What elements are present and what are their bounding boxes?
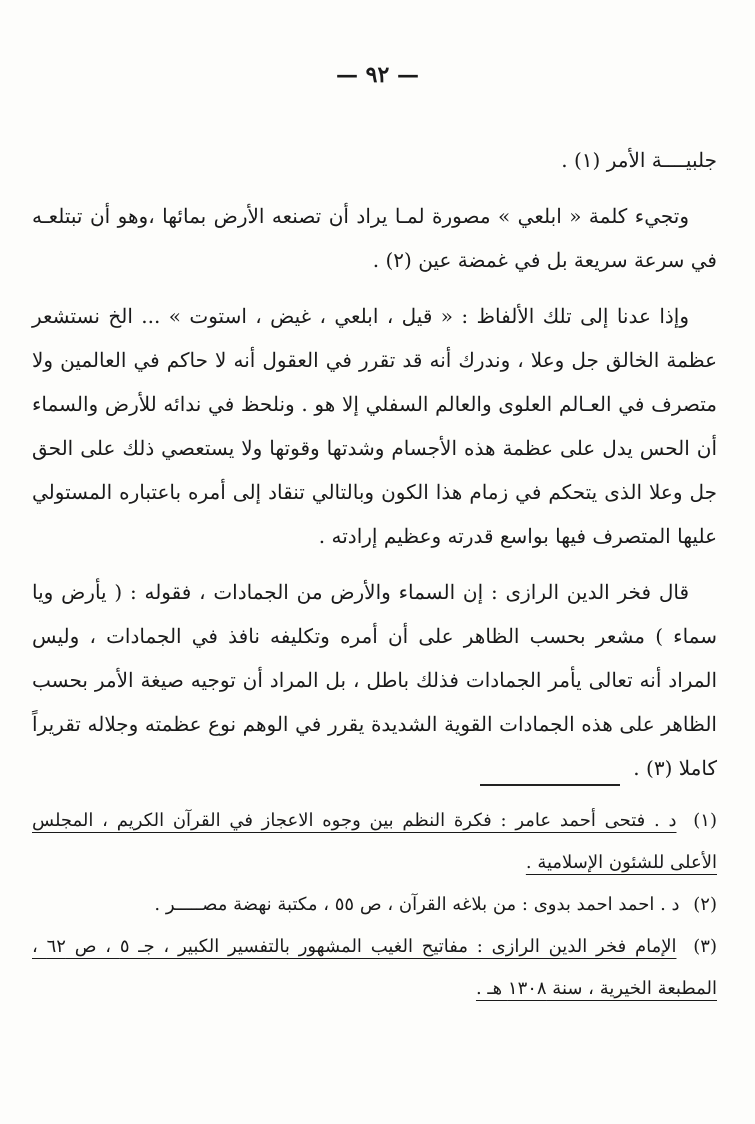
page-number: — ٩٢ — bbox=[336, 62, 419, 88]
footnote-divider bbox=[480, 784, 620, 786]
footnote-3 bbox=[32, 926, 717, 1010]
main-text bbox=[32, 138, 717, 790]
paragraph-4: قال فخر الدين الرازى : إن السماء والأرض من الجمادات ، فقوله : ( يأرض ويا سماء ) مشعر بحسب الظاهر على أن أمره وتكليفه نافذ في الجمادات ، وليس المراد أنه تعالى يأمر الجمادات فذلك باطل ، بل المراد أن توجيه صيغة الأمر بحسب الظاهر على هذه الجمادات القوية الشديدة يقرر في الوهم نوع عظمته وجلاله تقريراً كاملا (٣) . bbox=[32, 580, 717, 780]
footnote-text: د . احمد احمد بدوى : من بلاغه القرآن ، ص ٥٥ ، مكتبة نهضة مصـــــر . bbox=[154, 894, 680, 915]
footnote-text: الإمام فخر الدين الرازى : مفاتيح الغيب المشهور بالتفسير الكبير ، جـ ٥ ، ص ٦٢ ، المطبعة الخيرية ، سنة ١٣٠٨ هـ . bbox=[32, 936, 717, 999]
paragraph-2: وتجيء كلمة « ابلعي » مصورة لمـا يراد أن تصنعه الأرض بمائها ،وهو أن تبتلعـه في سرعة سريعة بل في غمضة عين (٢) . bbox=[32, 204, 717, 272]
footnote-1 bbox=[32, 800, 717, 884]
footnote-mark: (٣) bbox=[693, 936, 717, 957]
footnote-2 bbox=[32, 884, 717, 926]
paragraph-3: وإذا عدنا إلى تلك الألفاظ : « قيل ، ابلعي ، غيض ، استوت » ... الخ نستشعر عظمة الخالق جل وعلا ، وندرك أنه قد تقرر في العقول أنه لا حاكم في العالمين ولا متصرف في العـالم العلوى والعالم السفلي إلا هو . ونلحظ في ندائه للأرض والسماء أن الحس يدل على عظمة هذه الأجسام وشدتها وقوتها ولا يستعصي ذلك على الحق جل وعلا الذى يتحكم في زمام هذا الكون وبالتالي تنقاد إلى أمره باعتباره المستولي عليها المتصرف فيها بواسع قدرته وعظيم إرادته . bbox=[32, 304, 717, 548]
footnote-mark: (٢) bbox=[693, 894, 717, 915]
paragraph-1: جلبيــــة الأمر (١) . bbox=[561, 148, 717, 172]
footnotes bbox=[32, 800, 717, 1010]
footnote-mark: (١) bbox=[693, 810, 717, 831]
footnote-text: د . فتحى أحمد عامر : فكرة النظم بين وجوه الاعجاز في القرآن الكريم ، المجلس الأعلى للشئون الإسلامية . bbox=[32, 810, 717, 873]
